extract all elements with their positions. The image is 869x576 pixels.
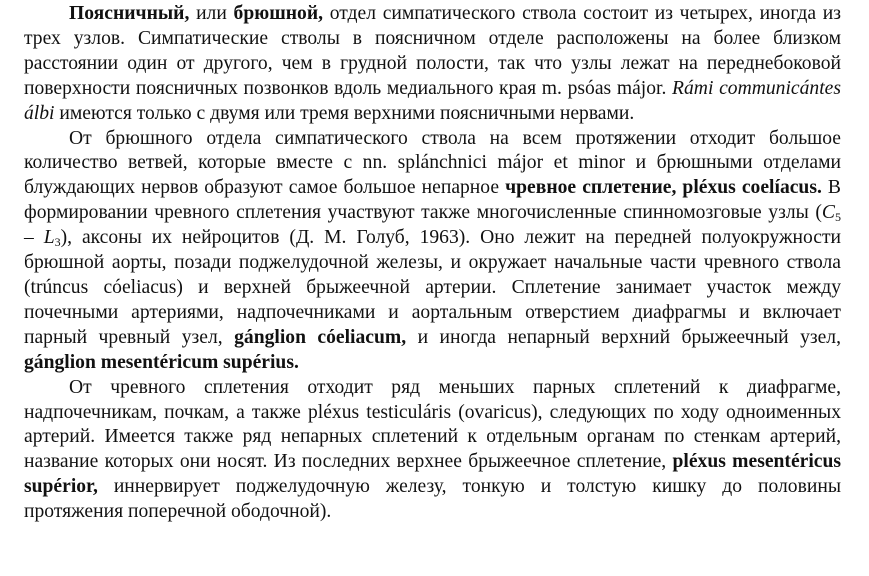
term-ganglion-mesentericum: gánglion mesentéricum supérius. [24,351,299,373]
paragraph-celiac-plexus [24,127,841,376]
paragraph-small-plexuses [24,376,841,525]
text-run: В формировании чревного сплетения участвуют также многочисленные спинномозговые узлы ( [24,177,842,224]
paragraph-lumbar-trunk [24,2,841,127]
segment-l-subscript: 3 [54,235,61,250]
text-run: и иногда непарный верхний брыжеечный узел, [406,326,841,348]
term-abdominal: брюшной, [233,3,324,24]
text-run: имеются только с двумя или тремя верхними поясничными нервами. [54,102,635,124]
text-run: От брюшного отдела симпатического ствола на всем протяжении отходит большое количество ветвей, которые вместе с nn. splánchnici májor et minor и брюшными отделами блуждающих нервов образуют самое большое непарное [24,127,841,199]
text-run: – [24,227,44,249]
term-ganglion-coeliacum: gánglion cóeliacum, [234,326,407,348]
term-celiac-plexus: чревное сплетение, pléxus coelíacus. [505,177,822,199]
text-run: иннервирует поджелудочную железу, тонкую и толстую кишку до половины протяжения поперечной ободочной). [24,476,841,523]
text-run: ), аксоны их нейроцитов (Д. М. Голуб, 1963). Оно лежит на передней полуокружности брюшной аорты, позади поджелудочной железы, и окружает начальные части чревного ствола (trúncus cóeliacus) и верхней брыжеечной артерии. Сплетение занимает участок между почечными артериями, надпочечниками и аортальным отверстием диафрагмы и включает парный чревный узел, [24,227,842,348]
segment-c-subscript: 5 [835,210,841,225]
term-lumbar: Поясничный, [69,3,190,24]
text-run: От чревного сплетения отходит ряд меньших парных сплетений к диафрагме, надпочечникам, почкам, а также pléxus testiculáris (ovaricus), следующих по ходу одноименных артерий. Имеется также ряд непарных сплетений к отдельным органам по стенкам артерий, название которых они носят. Из последних верхнее брыжеечное сплетение, [24,376,841,473]
text-run: отдел симпатического ствола состоит из четырех, иногда из трех узлов. Симпатические стволы в поясничном отделе расположены на более близком расстоянии один от другого, чем в грудной полости, так что узлы лежат на переднебоковой поверхности поясничных позвонков вдоль медиального края m. psóas májor. [24,3,841,99]
text-run: или [189,3,234,24]
segment-c: C [821,202,835,224]
segment-l: L [43,227,55,249]
term-rami-communicantes: Rámi communicántes álbi [24,77,841,124]
term-plexus-mesentericus: pléxus mesentéricus supérior, [24,451,841,498]
